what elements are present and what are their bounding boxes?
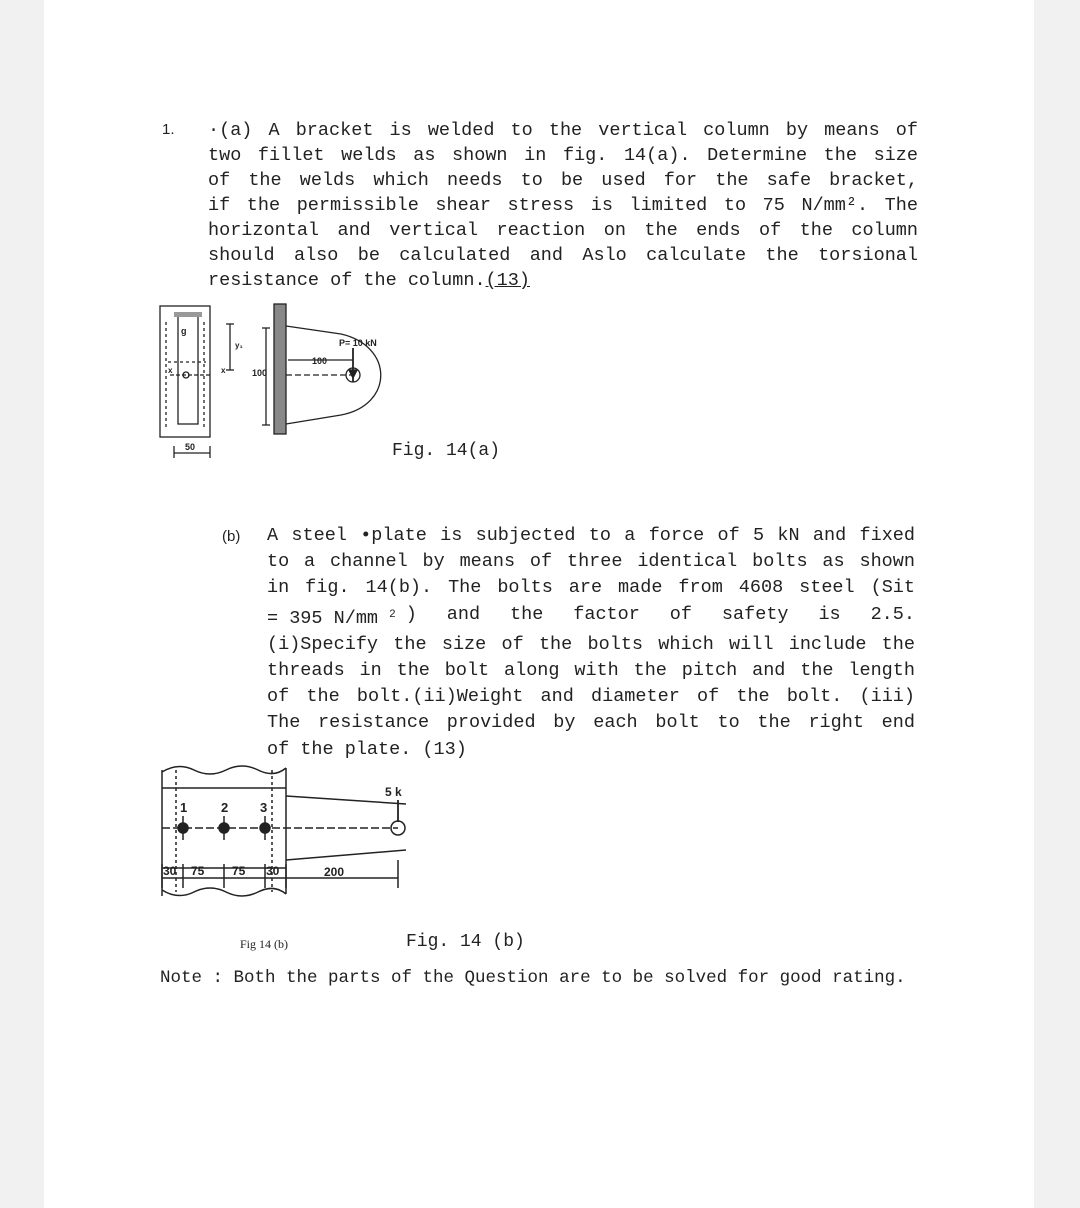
part-b-line: of the plate. (13) xyxy=(267,738,467,760)
label-bolt-3: 3 xyxy=(260,800,268,815)
part-a-line: of the welds which needs to be used for the safe bracket, xyxy=(208,170,918,191)
part-a-line: should also be calculated and Aslo calculate the torsional xyxy=(208,245,918,266)
figure-14b-embedded-caption: Fig 14 (b) xyxy=(240,937,288,951)
part-a-marks: (13) xyxy=(485,270,530,291)
label-dim-30a: 30 xyxy=(163,864,177,878)
label-dim-100-vertical: 100 xyxy=(252,368,268,378)
label-x-right: x xyxy=(221,366,226,375)
part-b-line: = 395 N/mm $^2$ xyxy=(267,607,396,629)
label-load: P= 10 kN xyxy=(339,338,377,348)
label-dim-75a: 75 xyxy=(191,864,205,878)
label-load: 5 k xyxy=(385,785,402,799)
part-b-line: threads in the bolt along with the pitch and the length xyxy=(267,660,915,682)
part-b-line: to a channel by means of three identical bolts as shown xyxy=(267,551,915,573)
part-b-text xyxy=(267,523,915,763)
part-b-line: in fig. 14(b). The bolts are made from 4608 steel (Sit xyxy=(267,577,915,599)
part-b-line: (i)Specify the size of the bolts which will include the xyxy=(267,633,915,655)
label-bolt-1: 1 xyxy=(180,800,188,815)
label-bolt-2: 2 xyxy=(221,800,229,815)
label-x-left: x xyxy=(168,366,173,375)
part-a-line: if the permissible shear stress is limited to 75 N/mm². The xyxy=(208,195,918,216)
part-b-line: ) and the factor of safety is 2.5. xyxy=(405,603,915,625)
label-dim-50: 50 xyxy=(185,442,196,452)
part-b-line: The resistance provided by each bolt to the right end xyxy=(267,712,915,734)
note-text: Note : Both the parts of the Question are to be solved for good rating. xyxy=(160,968,906,988)
part-a-line: ·(a) A bracket is welded to the vertical column by means of xyxy=(208,120,918,141)
label-dim-30b: 30 xyxy=(266,864,280,878)
part-a-text xyxy=(208,118,918,293)
part-b-label: (b) xyxy=(222,528,241,545)
label-g: g xyxy=(181,326,187,336)
label-y1: y₁ xyxy=(235,341,243,350)
figure-14a-diagram xyxy=(158,300,403,465)
part-a-line: horizontal and vertical reaction on the ends of the column xyxy=(208,220,918,241)
label-dim-100-horizontal: 100 xyxy=(312,356,328,366)
part-b-line: A steel •plate is subjected to a force of 5 kN and fixed xyxy=(267,525,915,546)
figure-14a-caption: Fig. 14(a) xyxy=(392,441,501,461)
figure-14b-diagram xyxy=(158,760,413,952)
part-b-line: of the bolt.(ii)Weight and diameter of the bolt. (iii) xyxy=(267,686,915,708)
superscript: 2 xyxy=(389,608,396,621)
part-a-line: two fillet welds as shown in fig. 14(a). Determine the size xyxy=(208,145,918,166)
question-number: 1. xyxy=(162,121,175,138)
label-dim-75b: 75 xyxy=(232,864,246,878)
label-dim-200: 200 xyxy=(324,865,345,879)
figure-14b-caption: Fig. 14 (b) xyxy=(406,932,525,952)
part-a-line: resistance of the column. xyxy=(208,270,486,291)
